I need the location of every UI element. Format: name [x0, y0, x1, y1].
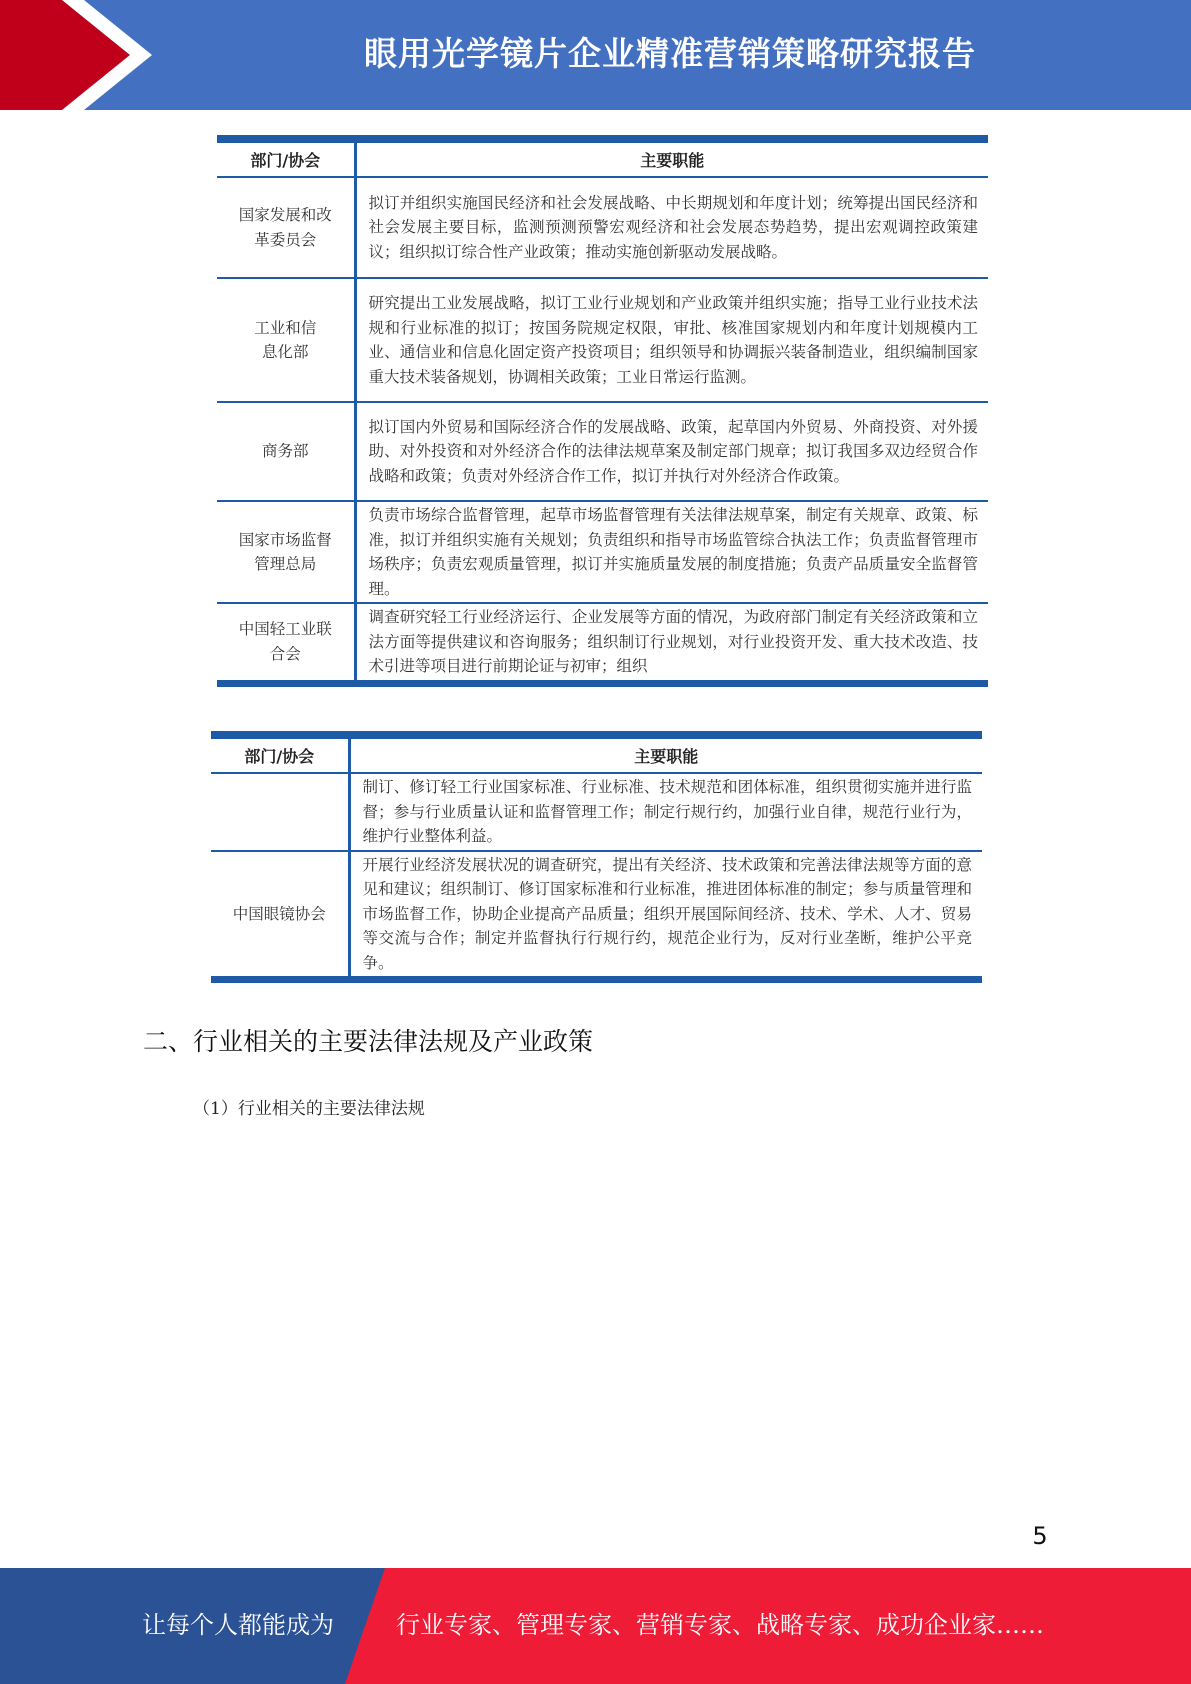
table-row	[217, 278, 988, 402]
table-bottom-rule	[217, 680, 988, 687]
department-cell: 中国轻工业联合会	[217, 603, 355, 680]
department-cell: 国家发展和改革委员会	[217, 177, 355, 278]
department-cell: 商务部	[217, 402, 355, 501]
page-footer	[0, 1568, 1191, 1684]
department-duties-table-1	[217, 135, 988, 687]
subsection-heading: （1）行业相关的主要法律法规	[193, 1099, 425, 1119]
duty-cell: 负责市场综合监督管理，起草市场监督管理有关法律法规草案，制定有关规章、政策、标准，拟订并组织实施有关规划；负责组织和指导市场监管综合执法工作；负责监督管理市场秩序；负责宏观质量管理，拟订并实施质量发展的制度措施；负责产品质量安全监督管理。	[355, 501, 988, 603]
table-row	[217, 501, 988, 603]
duty-cell: 调查研究轻工行业经济运行、企业发展等方面的情况，为政府部门制定有关经济政策和立法方面等提供建议和咨询服务；组织制订行业规划，对行业投资开发、重大技术改造、技术引进等项目进行前期论证与初审；组织	[368, 608, 978, 675]
column-header-duties: 主要职能	[349, 739, 982, 773]
table-row	[217, 402, 988, 501]
column-header-department: 部门/协会	[217, 143, 355, 177]
department-cell: 中国眼镜协会	[211, 851, 349, 977]
department-cell: 国家市场监督管理总局	[217, 501, 355, 603]
department-cell	[211, 773, 349, 851]
table-row	[217, 177, 988, 278]
page-number: 5	[1032, 1522, 1048, 1550]
footer-slogan-right: 行业专家、管理专家、营销专家、战略专家、成功企业家……	[396, 1611, 1044, 1639]
header-chevron-decoration	[0, 0, 160, 110]
table-header-row	[211, 739, 982, 773]
column-header-department: 部门/协会	[211, 739, 349, 773]
department-duties-table-2	[211, 731, 982, 983]
table-header-row	[217, 143, 988, 177]
duty-cell: 拟订国内外贸易和国际经济合作的发展战略、政策，起草国内外贸易、外商投资、对外援助、对外投资和对外经济合作的法律法规草案及制定部门规章；拟订我国多双边经贸合作战略和政策；负责对外经济合作工作，拟订并执行对外经济合作政策。	[355, 402, 988, 501]
footer-slogan-left: 让每个人都能成为	[142, 1611, 334, 1639]
table-bottom-rule	[211, 976, 982, 983]
duty-cell: 研究提出工业发展战略，拟订工业行业规划和产业政策并组织实施；指导工业行业技术法规和行业标准的拟订；按国务院规定权限，审批、核准国家规划内和年度计划规模内工业、通信业和信息化固定资产投资项目；组织领导和协调振兴装备制造业，组织编制国家重大技术装备规划，协调相关政策；工业日常运行监测。	[355, 278, 988, 402]
column-header-duties: 主要职能	[355, 143, 988, 177]
table-row	[217, 603, 988, 680]
table-top-rule	[217, 135, 988, 143]
duty-cell: 制订、修订轻工行业国家标准、行业标准、技术规范和团体标准，组织贯彻实施并进行监督；参与行业质量认证和监督管理工作；制定行规行约，加强行业自律，规范行业行为，维护行业整体利益。	[349, 773, 982, 851]
report-title: 眼用光学镜片企业精准营销策略研究报告	[364, 34, 976, 73]
duty-cell: 开展行业经济发展状况的调查研究，提出有关经济、技术政策和完善法律法规等方面的意见和建议；组织制订、修订国家标准和行业标准，推进团体标准的制定；参与质量管理和市场监督工作，协助企业提高产品质量；组织开展国际间经济、技术、学术、人才、贸易等交流与合作；制定并监督执行行规行约，规范企业行为，反对行业垄断，维护公平竞争。	[362, 855, 972, 972]
department-cell: 工业和信息化部	[217, 278, 355, 402]
section-heading: 二、行业相关的主要法律法规及产业政策	[143, 1027, 594, 1056]
table-row	[211, 851, 982, 977]
table-row	[211, 773, 982, 851]
duty-cell: 拟订并组织实施国民经济和社会发展战略、中长期规划和年度计划；统筹提出国民经济和社会发展主要目标，监测预测预警宏观经济和社会发展态势趋势，提出宏观调控政策建议；组织拟订综合性产业政策；推动实施创新驱动发展战略。	[355, 177, 988, 278]
page-header	[0, 0, 1191, 110]
table-top-rule	[211, 731, 982, 739]
